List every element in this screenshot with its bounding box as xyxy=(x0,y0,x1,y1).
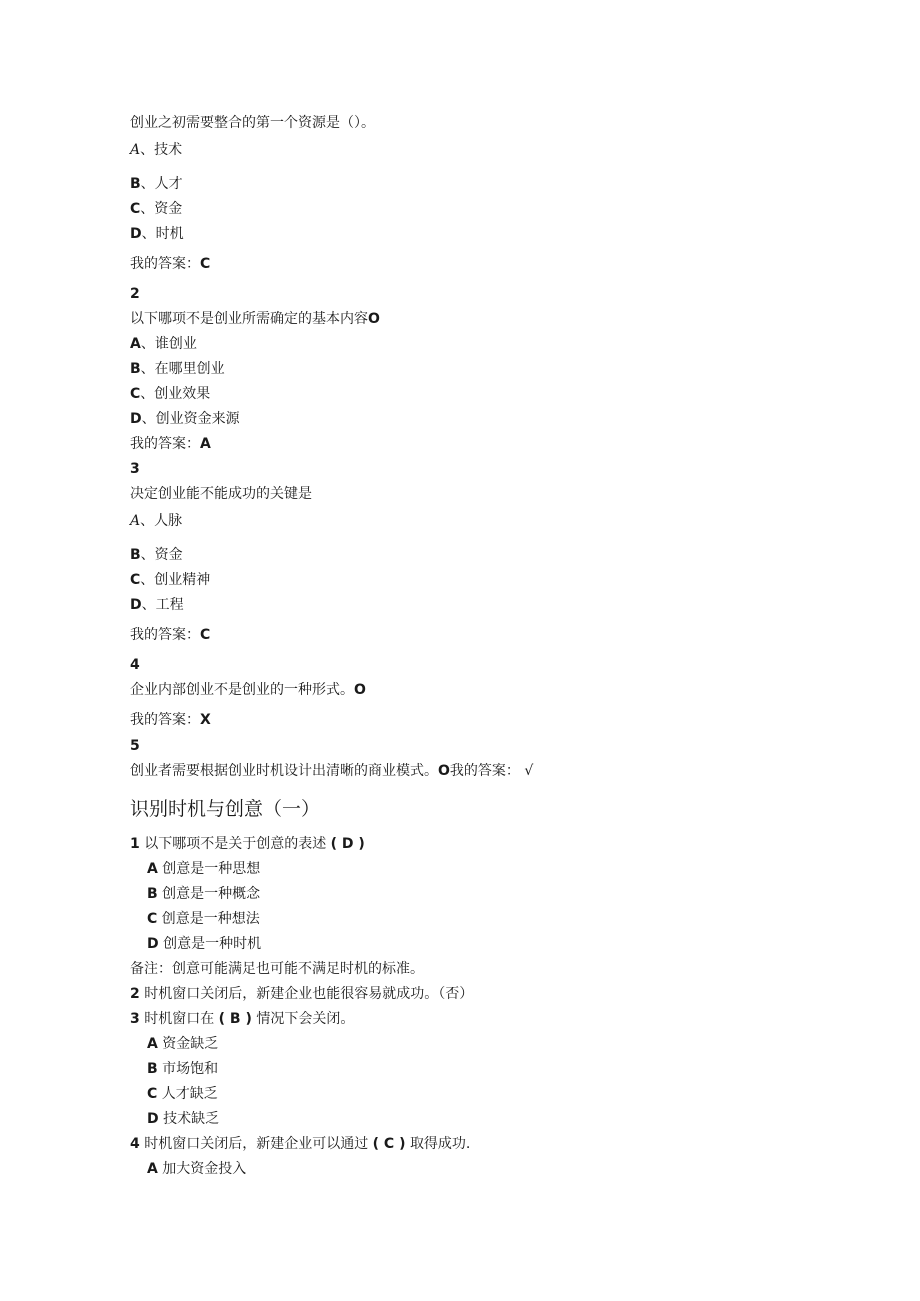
my-answer: 我的答案：C xyxy=(130,256,211,272)
question-text: 4 时机窗口关闭后，新建企业可以通过 ( C ) 取得成功. xyxy=(130,1136,471,1152)
option-a: A 创意是一种思想 xyxy=(147,861,261,877)
question-number: 3 xyxy=(130,461,140,477)
question-number: 4 xyxy=(130,657,140,673)
question-number: 5 xyxy=(130,738,140,754)
question-text: 决定创业能不能成功的关键是 xyxy=(130,486,312,502)
option-b: B 创意是一种概念 xyxy=(147,886,261,902)
note: 备注：创意可能满足也可能不满足时机的标准。 xyxy=(130,961,424,977)
option-c: C、创业精神 xyxy=(130,572,211,588)
my-answer: 我的答案：X xyxy=(130,712,211,728)
question-text: 创业之初需要整合的第一个资源是（）。 xyxy=(130,115,375,131)
question-text: 3 时机窗口在 ( B ) 情况下会关闭。 xyxy=(130,1011,355,1027)
option-b: B 市场饱和 xyxy=(147,1061,219,1077)
my-answer: 我的答案：C xyxy=(130,627,211,643)
option-c: C 创意是一种想法 xyxy=(147,911,260,927)
question-text: 2 时机窗口关闭后，新建企业也能很容易就成功。（否） xyxy=(130,986,474,1002)
section-heading: 识别时机与创意（一） xyxy=(130,798,321,820)
my-answer: 我的答案：A xyxy=(130,436,211,452)
option-a: A、技术 xyxy=(130,142,183,158)
option-a: A、人脉 xyxy=(130,513,183,529)
option-a: A 资金缺乏 xyxy=(147,1036,219,1052)
option-a: A、谁创业 xyxy=(130,336,197,352)
option-c: C、资金 xyxy=(130,201,183,217)
option-d: D、时机 xyxy=(130,226,184,242)
question-text: 企业内部创业不是创业的一种形式。O xyxy=(130,682,366,698)
option-c: C 人才缺乏 xyxy=(147,1086,218,1102)
option-c: C、创业效果 xyxy=(130,386,211,402)
option-b: B、资金 xyxy=(130,547,183,563)
question-text: 创业者需要根据创业时机设计出清晰的商业模式。O我的答案： √ xyxy=(130,763,534,779)
option-d: D、工程 xyxy=(130,597,184,613)
question-text: 以下哪项不是创业所需确定的基本内容O xyxy=(130,311,380,327)
question-number: 2 xyxy=(130,286,140,302)
option-b: B、在哪里创业 xyxy=(130,361,225,377)
option-b: B、人才 xyxy=(130,176,183,192)
option-d: D 技术缺乏 xyxy=(147,1111,220,1127)
question-text: 1 以下哪项不是关于创意的表述 ( D ) xyxy=(130,836,365,852)
option-d: D 创意是一种时机 xyxy=(147,936,262,952)
option-a: A 加大资金投入 xyxy=(147,1161,247,1177)
option-d: D、创业资金来源 xyxy=(130,411,240,427)
